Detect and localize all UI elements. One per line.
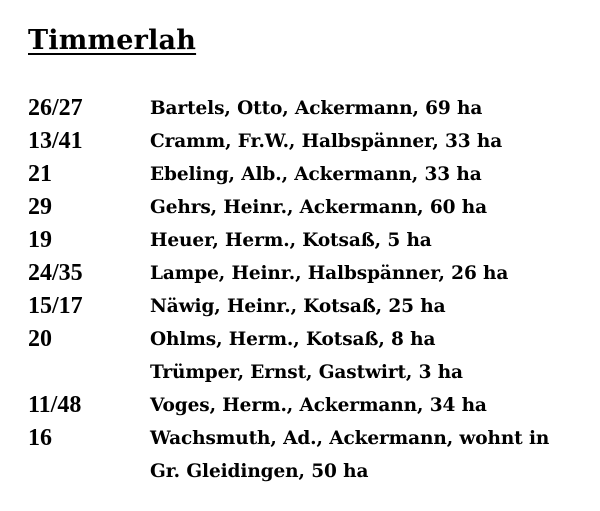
entry-number: 20 xyxy=(28,326,52,352)
entry-text: Trümper, Ernst, Gastwirt, 3 ha xyxy=(150,362,463,383)
entry-number: 15/17 xyxy=(28,293,83,319)
entry-text: Bartels, Otto, Ackermann, 69 ha xyxy=(150,98,483,119)
entry-text: Voges, Herm., Ackermann, 34 ha xyxy=(150,395,487,416)
entry-text: Gr. Gleidingen, 50 ha xyxy=(150,461,369,482)
list-item xyxy=(28,389,588,422)
list-item xyxy=(28,92,588,125)
entry-number: 16 xyxy=(28,425,52,451)
entry-text: Ohlms, Herm., Kotsaß, 8 ha xyxy=(150,329,436,350)
list-item xyxy=(28,356,588,389)
entry-text: Ebeling, Alb., Ackermann, 33 ha xyxy=(150,164,482,185)
entry-list xyxy=(28,92,588,488)
list-item xyxy=(28,158,588,191)
entry-number: 29 xyxy=(28,194,52,220)
entry-text: Lampe, Heinr., Halbspänner, 26 ha xyxy=(150,263,509,284)
list-item xyxy=(28,323,588,356)
list-item xyxy=(28,257,588,290)
list-item xyxy=(28,125,588,158)
entry-text: Heuer, Herm., Kotsaß, 5 ha xyxy=(150,230,432,251)
entry-number: 13/41 xyxy=(28,128,83,154)
entry-text: Gehrs, Heinr., Ackermann, 60 ha xyxy=(150,197,487,218)
list-item xyxy=(28,290,588,323)
list-item xyxy=(28,455,588,488)
page-title: Timmerlah xyxy=(28,25,197,56)
list-item xyxy=(28,422,588,455)
list-item xyxy=(28,191,588,224)
entry-number: 24/35 xyxy=(28,260,83,286)
entry-text: Cramm, Fr.W., Halbspänner, 33 ha xyxy=(150,131,503,152)
list-item xyxy=(28,224,588,257)
entry-number: 19 xyxy=(28,227,52,253)
entry-text: Näwig, Heinr., Kotsaß, 25 ha xyxy=(150,296,446,317)
entry-number: 21 xyxy=(28,161,52,187)
entry-number: 11/48 xyxy=(28,392,82,418)
entry-number: 26/27 xyxy=(28,95,83,121)
entry-text: Wachsmuth, Ad., Ackermann, wohnt in xyxy=(150,428,550,449)
